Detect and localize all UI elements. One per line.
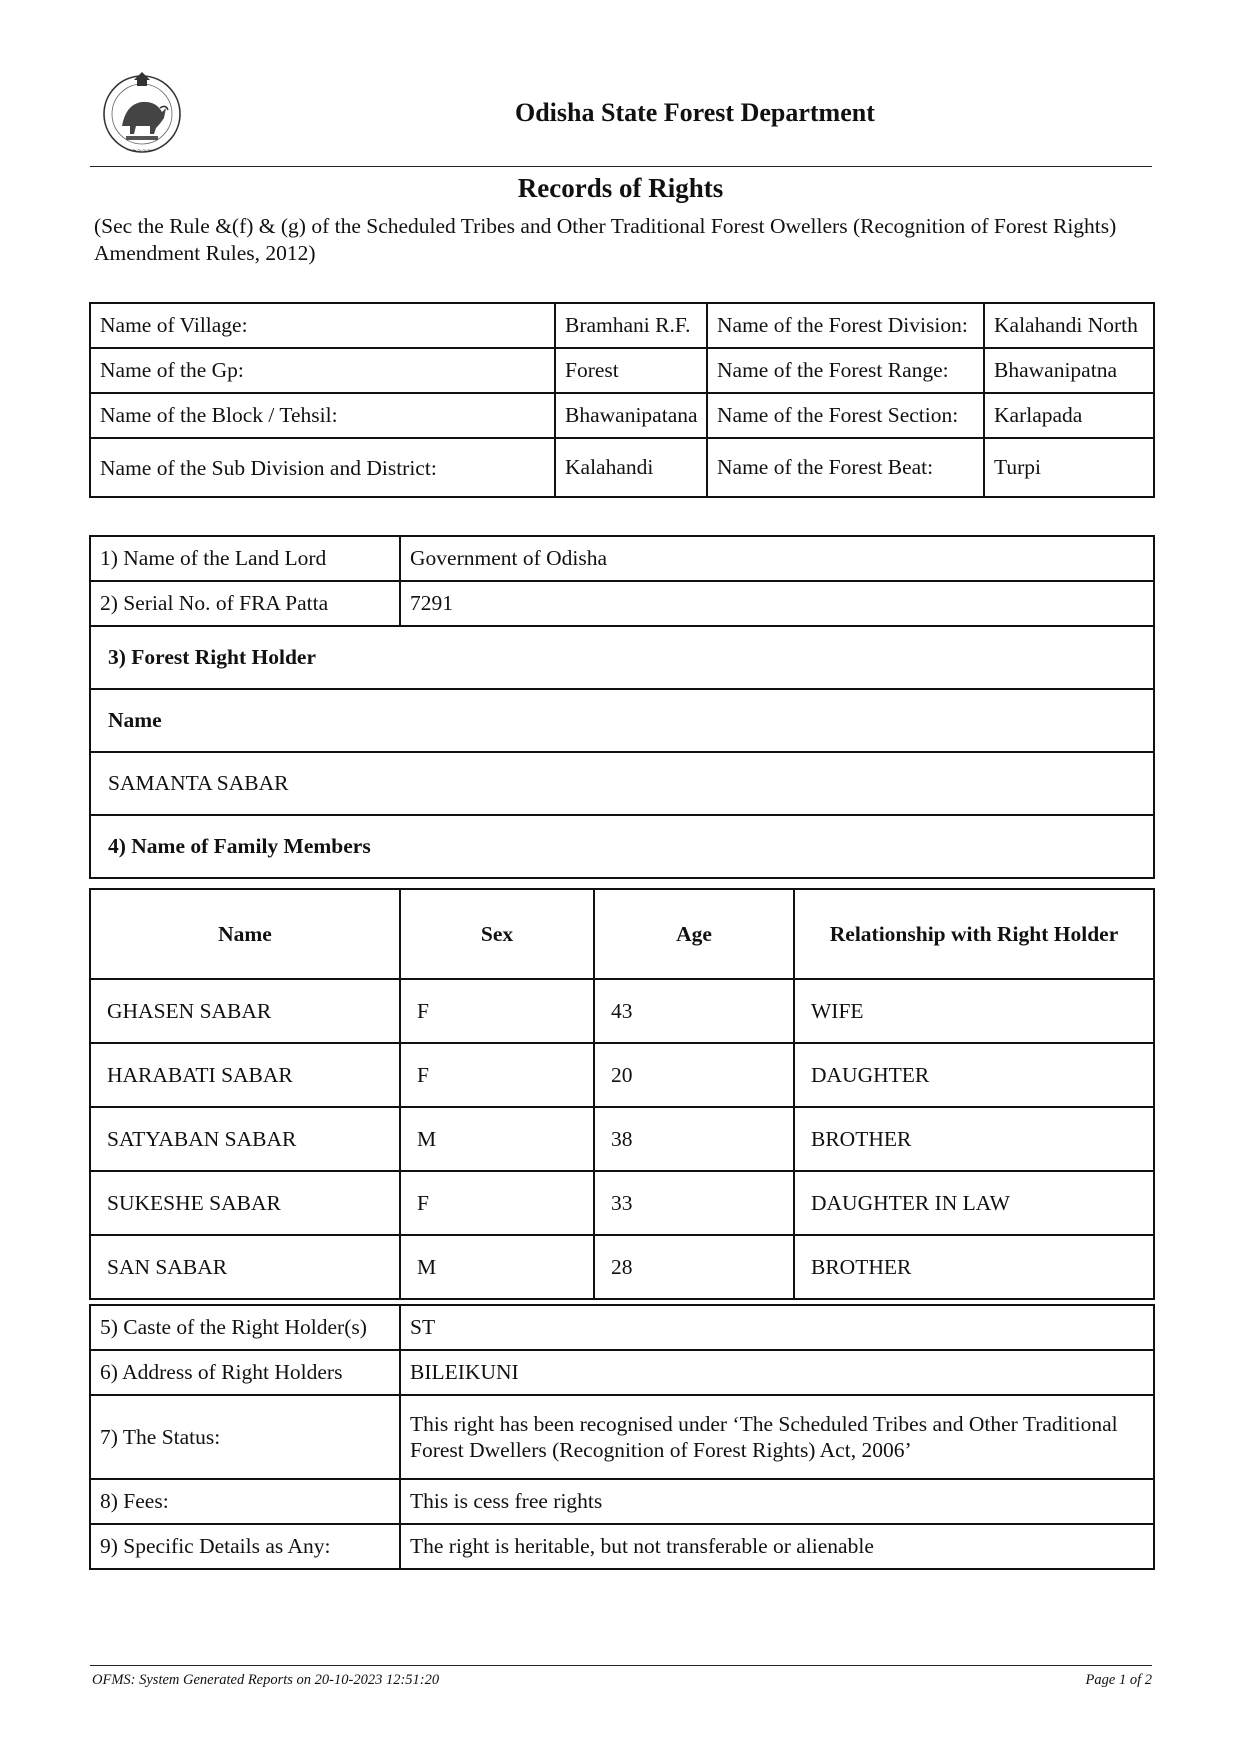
sub-division-value: Kalahandi bbox=[555, 438, 707, 497]
gp-value: Forest bbox=[555, 348, 707, 393]
forest-beat-label: Name of the Forest Beat: bbox=[707, 438, 984, 497]
member-relationship: BROTHER bbox=[794, 1235, 1154, 1299]
family-member-row bbox=[90, 1043, 1154, 1107]
member-name: GHASEN SABAR bbox=[90, 979, 400, 1043]
sub-division-label: Name of the Sub Division and District: bbox=[90, 438, 555, 497]
location-row bbox=[90, 348, 1154, 393]
block-tehsil-label: Name of the Block / Tehsil: bbox=[90, 393, 555, 438]
table-row bbox=[90, 1395, 1154, 1479]
fees-value: This is cess free rights bbox=[400, 1479, 1154, 1524]
member-relationship: BROTHER bbox=[794, 1107, 1154, 1171]
fees-label: 8) Fees: bbox=[90, 1479, 400, 1524]
land-lord-value: Government of Odisha bbox=[400, 536, 1154, 581]
family-member-row bbox=[90, 1171, 1154, 1235]
member-sex: M bbox=[400, 1235, 594, 1299]
member-age: 38 bbox=[594, 1107, 794, 1171]
member-sex: F bbox=[400, 979, 594, 1043]
location-row bbox=[90, 393, 1154, 438]
member-sex: M bbox=[400, 1107, 594, 1171]
family-member-row bbox=[90, 1107, 1154, 1171]
land-lord-label: 1) Name of the Land Lord bbox=[90, 536, 400, 581]
serial-label: 2) Serial No. of FRA Patta bbox=[90, 581, 400, 626]
holder-name-heading: Name bbox=[90, 689, 1154, 752]
member-name: SUKESHE SABAR bbox=[90, 1171, 400, 1235]
forest-section-value: Karlapada bbox=[984, 393, 1154, 438]
document-subtitle: (Sec the Rule &(f) & (g) of the Scheduled Tribes and Other Traditional Forest Owellers (Recognition of Forest Rights) Amendment Rules, 2012) bbox=[94, 214, 1117, 265]
table-row bbox=[90, 626, 1154, 689]
member-sex: F bbox=[400, 1171, 594, 1235]
village-value: Bramhani R.F. bbox=[555, 303, 707, 348]
table-row bbox=[90, 815, 1154, 878]
village-label: Name of Village: bbox=[90, 303, 555, 348]
location-row bbox=[90, 303, 1154, 348]
department-title: Odisha State Forest Department bbox=[515, 98, 875, 127]
forest-beat-value: Turpi bbox=[984, 438, 1154, 497]
family-member-row bbox=[90, 979, 1154, 1043]
member-sex: F bbox=[400, 1043, 594, 1107]
block-tehsil-value: Bhawanipatana bbox=[555, 393, 707, 438]
holder-name: SAMANTA SABAR bbox=[90, 752, 1154, 815]
status-value: This right has been recognised under ‘The Scheduled Tribes and Other Traditional Forest Dwellers (Recognition of Forest Rights) Act, 2006’ bbox=[400, 1395, 1154, 1479]
footer-generated-note: OFMS: System Generated Reports on 20-10-2023 12:51:20 bbox=[92, 1672, 440, 1688]
member-age: 43 bbox=[594, 979, 794, 1043]
table-row bbox=[90, 689, 1154, 752]
table-row bbox=[90, 581, 1154, 626]
serial-value: 7291 bbox=[400, 581, 1154, 626]
family-member-row bbox=[90, 1235, 1154, 1299]
member-name: SATYABAN SABAR bbox=[90, 1107, 400, 1171]
forest-range-label: Name of the Forest Range: bbox=[707, 348, 984, 393]
column-header-age: Age bbox=[594, 889, 794, 979]
member-name: SAN SABAR bbox=[90, 1235, 400, 1299]
details-value: The right is heritable, but not transferable or alienable bbox=[400, 1524, 1154, 1569]
forest-section-label: Name of the Forest Section: bbox=[707, 393, 984, 438]
caste-label: 5) Caste of the Right Holder(s) bbox=[90, 1305, 400, 1350]
table-row bbox=[90, 752, 1154, 815]
svg-text:~~~~~~: ~~~~~~ bbox=[126, 147, 158, 154]
address-label: 6) Address of Right Holders bbox=[90, 1350, 400, 1395]
address-value: BILEIKUNI bbox=[400, 1350, 1154, 1395]
family-members-table bbox=[89, 888, 1155, 1300]
table-row bbox=[90, 1479, 1154, 1524]
forest-division-value: Kalahandi North bbox=[984, 303, 1154, 348]
member-age: 20 bbox=[594, 1043, 794, 1107]
holder-heading: 3) Forest Right Holder bbox=[90, 626, 1154, 689]
member-relationship: DAUGHTER bbox=[794, 1043, 1154, 1107]
header-divider bbox=[90, 166, 1152, 167]
member-relationship: WIFE bbox=[794, 979, 1154, 1043]
document-title: Records of Rights bbox=[517, 173, 724, 203]
forest-division-label: Name of the Forest Division: bbox=[707, 303, 984, 348]
footer-page-number: Page 1 of 2 bbox=[1085, 1672, 1152, 1688]
table-row bbox=[90, 1305, 1154, 1350]
gp-label: Name of the Gp: bbox=[90, 348, 555, 393]
details-label: 9) Specific Details as Any: bbox=[90, 1524, 400, 1569]
location-table bbox=[89, 302, 1155, 498]
member-age: 33 bbox=[594, 1171, 794, 1235]
member-name: HARABATI SABAR bbox=[90, 1043, 400, 1107]
table-row bbox=[90, 1350, 1154, 1395]
record-table-bottom bbox=[89, 1304, 1155, 1570]
record-table-top bbox=[89, 535, 1155, 879]
odisha-government-seal-icon bbox=[100, 68, 184, 156]
status-label: 7) The Status: bbox=[90, 1395, 400, 1479]
footer-divider bbox=[90, 1665, 1152, 1666]
column-header-name: Name bbox=[90, 889, 400, 979]
location-row bbox=[90, 438, 1154, 497]
column-header-relationship: Relationship with Right Holder bbox=[794, 889, 1154, 979]
member-age: 28 bbox=[594, 1235, 794, 1299]
table-row bbox=[90, 1524, 1154, 1569]
caste-value: ST bbox=[400, 1305, 1154, 1350]
column-header-sex: Sex bbox=[400, 889, 594, 979]
family-heading: 4) Name of Family Members bbox=[90, 815, 1154, 878]
member-relationship: DAUGHTER IN LAW bbox=[794, 1171, 1154, 1235]
family-header-row bbox=[90, 889, 1154, 979]
table-row bbox=[90, 536, 1154, 581]
forest-range-value: Bhawanipatna bbox=[984, 348, 1154, 393]
